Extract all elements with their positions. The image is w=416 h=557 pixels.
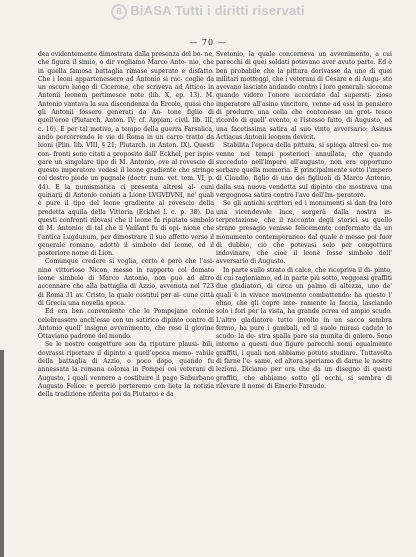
right-paragraph-4: In parte sullo strato di calce, che ricopriva il di- pinto, di cui ragioniamo, ed in parte più sotto, veggonsi graffiti due gladiatori, di circa un palmo di altezza, uno de' quali è in vivace movimento combattendo: ha questo l' elmo, che gli copre inte- ramente la faccia, lasciando solo i fori per la vista, ha grande ocrea ed ampio scudo. L'altro gladiatore tutto involto in un sacco sembra fermo, ha pure i gambali, ed il suolo mirasi caduto lo scudo: la de- stra spalla pare sia munita di galero. Sono intorno a questi due figure parecchi nomi egualmente graffiti, i quali non abbiamo potuto studiare. Tuttavolta di farne l'e- same, ed altora speriamo di darne le nostre lezioni. Diciamo per ora che da un disegno di questi graffiti, che abbiamo sotto gli occhi, si sembra di rilevare il nome di Emerio Faraudo.	[216, 266, 392, 390]
left-paragraph-3: Ed era ben conveniente che le Pompejane colonie celebrassero anch'esse con un satirico dipinto contro di Antonio quell' insigne avvenimento, che rese il giovine Ottaviano padrone del mondo.	[38, 308, 214, 341]
left-paragraph-1: dea evidentemente dimostrata dalla presenza del bo- ne, che figura il simio, o dir vogliamo Marco Anto- nio, che in quella famosa battaglia rimase superato e disfatto. Che i leoni appartenessero ad Antonio si rac- coglie da un oscuro luogo di Cicerone, che scriveva ad Attico: in Antonii leonem pertimesce note (lib. X, ep. 13). M. Antonio vantava la sua discendenza da Ercole, quasi che gli Antonii fossero generati da An- tone figlio di quell'eroe (Plutarch. Anton. IV; cf. Appian. civil. lib. III, c. 16). E per tal motivo, a tempo della guerra Farsalica, andò percorrendo le vie di Roma in un carro tratto da leoni (Plin. lib. VIII, § 21; Plutarch. in Anton. IX). Questi con- fronti sono citati a proposito dall' Eckhel, per ispie- gare un singolare tipo di M. Antonio, ove al rovescio di questo imperatore vedesi il leone gradiente che stringe col destro piede un pugnale (doctr. num. vet. tom. VI, p. 44). E la numismatica ci presenta altresì al- cuni quinarii di Antonio coniati a Lione LVGVDVNI, ne' quali è pure il tipo del leone gradiente al rovescio della predetta aquila della Vittoria (Eckhel l. c. p. 38). Da questi confronti rilevasi che il leone fu riputato simbolo di M. Antonio; di tal che il Vaillant fu di opi- nione che l'antica Lugdunum, per dimostrare il suo affetto verso il generale romano, adottò il simbolo del leone, ed il posteriore nome di Lion.	[38, 51, 214, 258]
right-column	[216, 51, 392, 391]
watermark	[0, 3, 416, 20]
left-paragraph-2: Comunque credere si voglia, certo è però che l'asi- nino vittorioso Nicon, messo in rapporto col domato leone simbolo di Marco Antonio, non può ad altro accennare che alla battaglia di Azzio, avvenuta nel 723 di Roma 31 av. Cristo, la quale costituì per al- cune città di Grecia una novella epoca.	[38, 258, 214, 307]
watermark-text: BiASA Tutti i diritti riservati	[130, 3, 305, 18]
page-number: — 70 —	[189, 38, 227, 47]
right-paragraph-1: Svetonio, la quale concerneva un avvenimento, a cui parecchi di quei soldati potevano aver avuto parte. Ed è ben probabile che la pittura derivasse da uno di quei militari motteggi, che i veterani di Cesare e di Augu- sto avevano lasciato andando contro i loro generali: siccome quando videro l'onore accordato dal supersti- zioso imperatore all'asino vincitore, venne ad essi in pensiero di produrre una cella che contenesse un grot- tesco ricordo di quell' evento, e l'istesso fatto, di Augusto, ed una facetissima satira al suo vinto avversario: Asinus Actiacus Antonii leonem devicit.	[216, 51, 392, 141]
scan-edge-shadow	[0, 350, 4, 557]
right-paragraph-3: Se gli antichi scrittori ed i monumenti si dan fra loro una vicendevole luce, sorgerà dalla nostra in- terpretazione, che il racconto degli storici su quello strano presagio venisse felicemente confermato da un monumento contemporaneo: dal quale è messo poi fuor di dubbio, ciò che potevasi solo per congettura indovinare, che cioè il leone fosse simbolo dell' avversario di Augusto.	[216, 200, 392, 266]
left-column	[38, 51, 214, 399]
left-paragraph-4: Se le nostre congetture son da riputare plausi- bili, dovrassi riportare il dipinto a quell'epoca memo- rabile della battaglia di Azzio, o poco dopo, quando fu annessata la romana colonia in Pompei coi veterani di Augusto, i quali vennero a costituire il pago Suburbano Augusto Felice: e perciò porteremo con lieta la notizia della tradizione riferita poi da Plutarco e da	[38, 341, 214, 399]
right-paragraph-2: Stabilita l'epoca della pittura, si spiega altresì co- me venne nei tempi posteriori annullata, che quando succeduto nell'impero all'augusto, non era opportuno serbare quella memoria. E principalmente sotto l'impero di Claudio, figlio di uno dei figliuoli di Marco Antonio, dalla sua nuova vendetta sul dipinto che mostrava una vergognosa satira contro l'avo dell'Im- peratore.	[216, 142, 392, 200]
library-logo-icon: B	[111, 4, 127, 20]
